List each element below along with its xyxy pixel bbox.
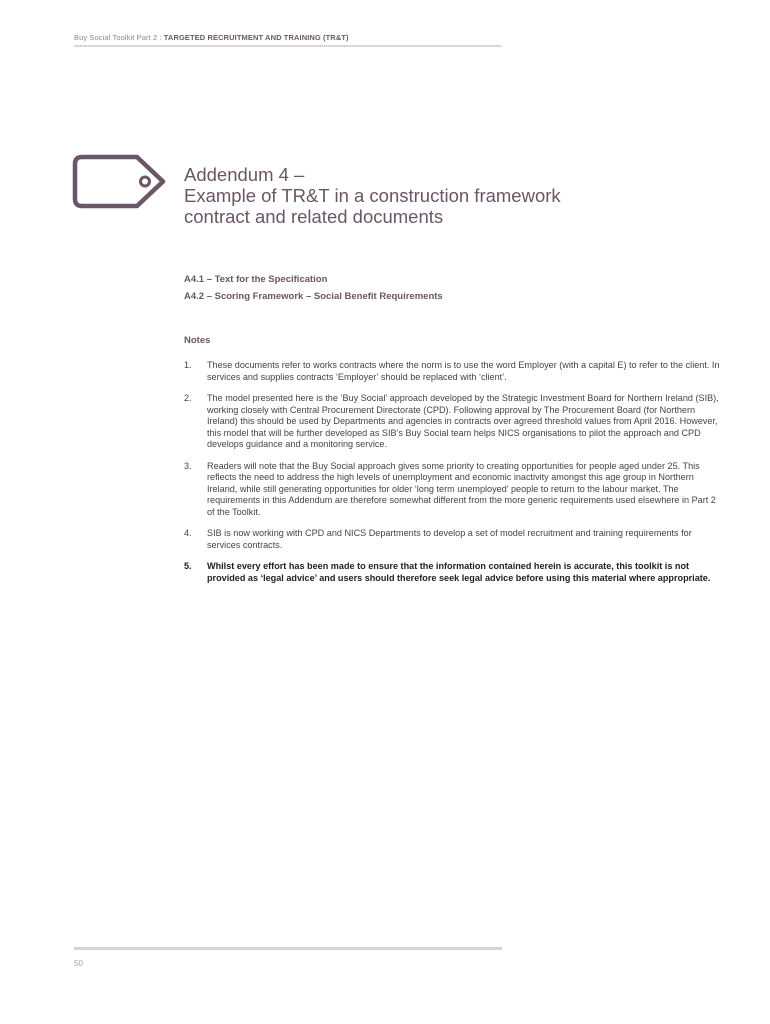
note-number: 1.	[184, 360, 192, 370]
note-number: 4.	[184, 528, 192, 538]
note-item	[184, 528, 724, 551]
note-item	[184, 393, 724, 451]
footer-rule	[74, 947, 502, 950]
note-item-disclaimer	[184, 561, 724, 584]
title-line-1: Addendum 4 –	[184, 164, 305, 185]
running-header	[74, 33, 349, 42]
notes-heading: Notes	[184, 335, 211, 346]
notes-list	[184, 360, 724, 594]
header-prefix: Buy Social Toolkit Part 2 :	[74, 33, 162, 42]
note-item	[184, 461, 724, 519]
title-line-2: Example of TR&T in a construction framework	[184, 185, 561, 206]
note-text: Readers will note that the Buy Social approach gives some priority to creating opportunities for people aged under 25. This reflects the need to address the high levels of unemployment and economic inactivity amongst this age group in Northern Ireland, while still generating opportunities for older ‘long term unemployed’ people to return to the labour market. The requirements in this Addendum are therefore somewhat different from the more generic requirements used elsewhere in Part 2 of the Toolkit.	[207, 460, 716, 517]
tag-icon	[72, 154, 167, 209]
page-title	[184, 164, 704, 227]
section-item: A4.2 – Scoring Framework – Social Benefit Requirements	[184, 291, 443, 302]
section-item: A4.1 – Text for the Specification	[184, 274, 328, 285]
note-text: These documents refer to works contracts where the norm is to use the word Employer (with a capital E) to refer to the client. In services and supplies contracts ‘Employer’ should be replaced with ‘client’.	[207, 360, 720, 382]
section-list	[184, 274, 443, 308]
note-number: 2.	[184, 393, 192, 403]
note-text: SIB is now working with CPD and NICS Departments to develop a set of model recruitment and training requirements for services contracts.	[207, 528, 692, 550]
note-text: The model presented here is the ‘Buy Social’ approach developed by the Strategic Investment Board for Northern Ireland (SIB), working closely with Central Procurement Directorate (CPD). Following approval by The Procurement Board (for Northern Ireland) this should be used by Departments and agencies in contracts over agreed threshold values from April 2016. However, this model that will be further developed as SIB’s Buy Social team helps NICS organisations to pilot the approach and CPD develops guidance and a monitoring service.	[207, 393, 719, 449]
note-number: 3.	[184, 460, 192, 471]
header-rule	[74, 45, 502, 47]
note-number: 5.	[184, 561, 192, 571]
note-item	[184, 360, 724, 383]
title-line-3: contract and related documents	[184, 206, 444, 227]
note-text: Whilst every effort has been made to ensure that the information contained herein is accurate, this toolkit is not provided as ‘legal advice’ and users should therefore seek legal advice before using this material where appropriate.	[207, 561, 711, 583]
page-number: 50	[74, 959, 83, 968]
header-section: TARGETED RECRUITMENT AND TRAINING (TR&T)	[163, 33, 349, 42]
